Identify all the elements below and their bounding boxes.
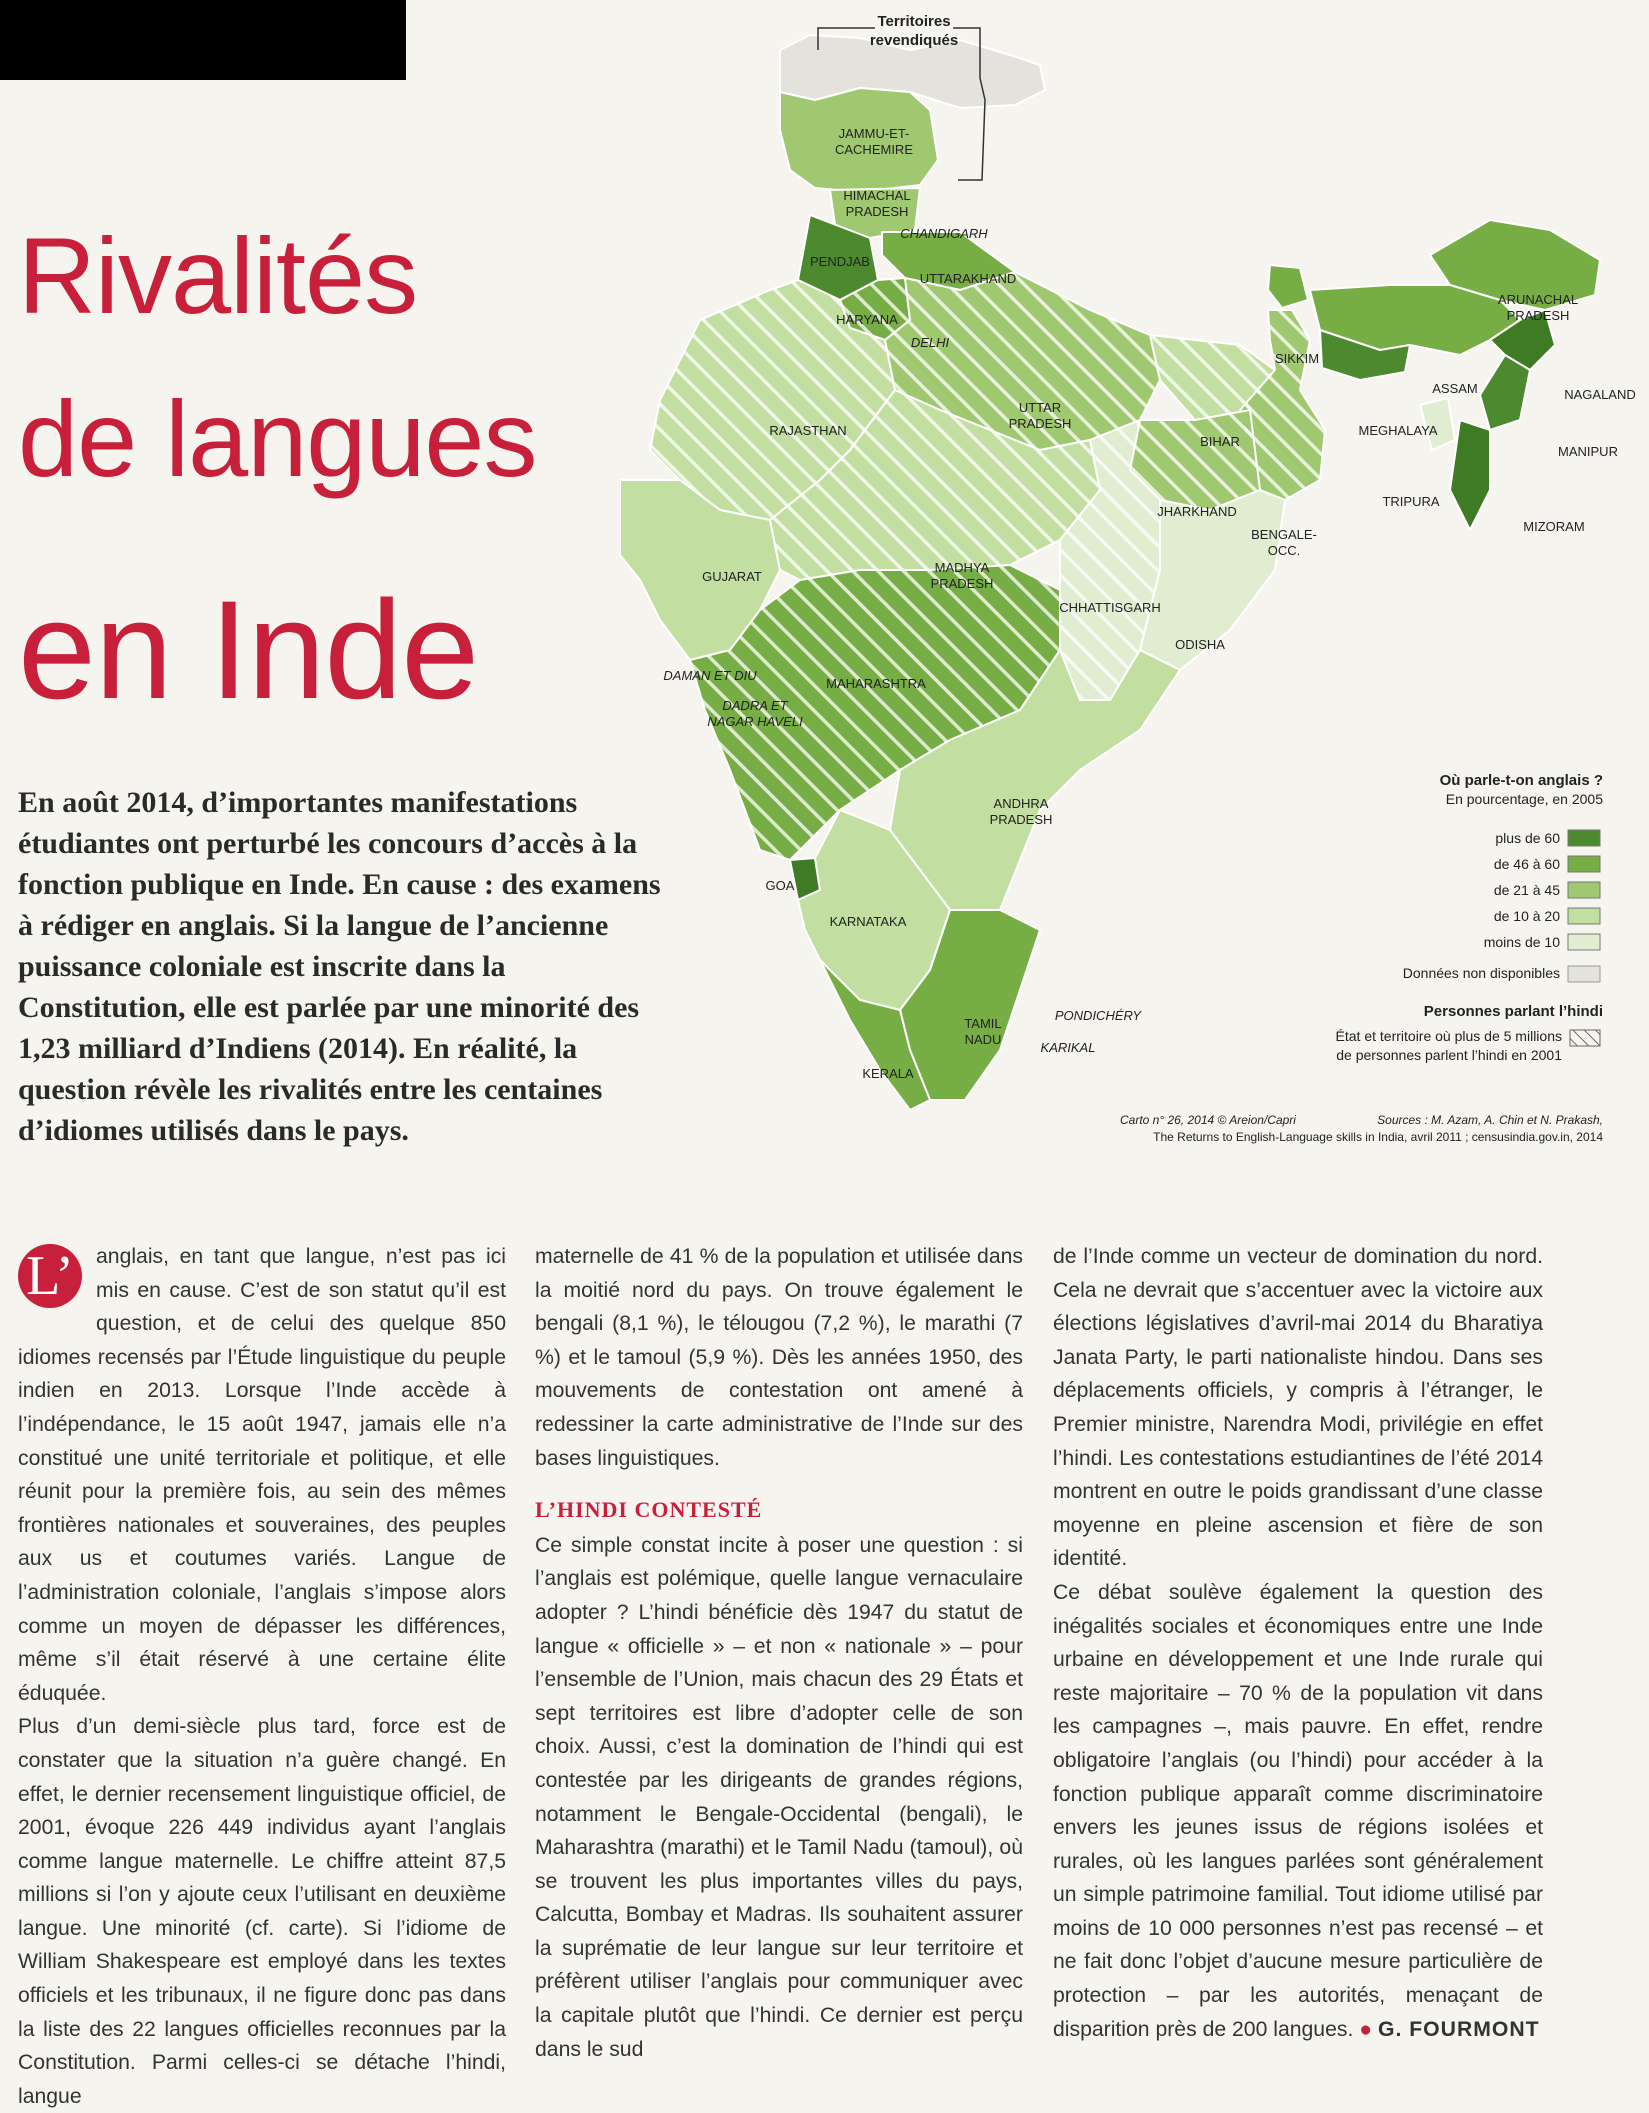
label-maharashtra: MAHARASHTRA: [826, 676, 926, 691]
label-arunachal-1: ARUNACHAL: [1497, 292, 1579, 307]
col1-paragraph-1: anglais, en tant que langue, n’est pas ici mis en cause. C’est de son statut qu’il est question, et de celui des quelque 850 idiomes recensés par l’Étude linguistique du peuple indien en 2013. Lorsque l’Inde accède à l’indépendance, le 15 août 1947, jamais elle n’a constitué une unité territoriale et politique, et elle réunit pour la première fois, au sein des mêmes frontières nationales et souveraines, des peuples aux us et coutumes variés. Langue de l’administration coloniale, l’anglais s’impose alors comme un moyen de dépasser les différences, même s’il était réservé à une certaine élite éduquée.: [18, 1245, 506, 1705]
label-chandigarh: CHANDIGARH: [900, 226, 988, 241]
label-gujarat: GUJARAT: [702, 569, 762, 584]
label-tamil-1: TAMIL: [964, 1016, 1002, 1031]
label-jammu-1: JAMMU-ET-: [838, 126, 910, 141]
label-uttarakhand: UTTARAKHAND: [919, 271, 1017, 286]
label-mizoram: MIZORAM: [1523, 519, 1585, 534]
legend-na-swatch: [1568, 966, 1600, 982]
label-uttar-1: UTTAR: [1018, 400, 1062, 415]
legend-item-swatch: [1568, 830, 1600, 846]
label-haryana: HARYANA: [836, 312, 898, 327]
lead-paragraph: En août 2014, d’importantes manifestations étudiantes ont perturbé les concours d’accès à la fonction publique en Inde. En cause : des examens à rédiger en anglais. Si la langue de l’ancienne puissance coloniale est inscrite dans la Constitution, elle est parlée par une minorité des 1,23 milliard d’Indiens (2014). En réalité, la question révèle les rivalités entre les centaines d’idiomes utilisés dans le pays.: [18, 786, 661, 1147]
region-manipur: [1480, 355, 1530, 430]
label-uttar-2: PRADESH: [1008, 416, 1072, 431]
label-bengale-2: OCC.: [1267, 543, 1301, 558]
legend-item-swatch: [1568, 882, 1600, 898]
label-arunachal-2: PRADESH: [1506, 308, 1570, 323]
legend-na-label: Données non disponibles: [1402, 965, 1560, 981]
label-manipur: MANIPUR: [1558, 444, 1618, 459]
legend-item-label: de 46 à 60: [1493, 856, 1560, 872]
label-karnataka: KARNATAKA: [829, 914, 907, 929]
col1-paragraph-2: Plus d’un demi-siècle plus tard, force est de constater que la situation n’a guère changé. En effet, le dernier recensement linguistique officiel, de 2001, évoque 226 449 individus ayant l’anglais comme langue maternelle. Le chiffre atteint 87,5 millions si l’on y ajoute ceux l’utilisant en deuxième langue. Une minorité (cf. carte). Si l’idiome de William Shakespeare est employé dans les textes officiels et les tribunaux, il ne figure donc pas dans la liste des 22 langues officielles reconnues par la Constitution. Parmi celles-ci se détache l’hindi, langue: [18, 1715, 506, 2108]
label-pendjab: PENDJAB: [810, 254, 870, 269]
label-bihar: BIHAR: [1200, 434, 1240, 449]
label-delhi: DELHI: [910, 335, 950, 350]
label-andhra-2: PRADESH: [989, 812, 1053, 827]
legend-item-swatch: [1568, 856, 1600, 872]
label-odisha: ODISHA: [1175, 637, 1225, 652]
claimed-label-1: Territoires: [877, 13, 951, 30]
label-jammu-2: CACHEMIRE: [834, 142, 914, 157]
legend-item-label: moins de 10: [1483, 934, 1560, 950]
dropcap: L’: [18, 1244, 82, 1308]
legend-item-label: de 10 à 20: [1493, 908, 1560, 924]
india-map: [620, 10, 1649, 1160]
label-madhya-1: MADHYA: [934, 560, 990, 575]
title-line-1: Rivalités: [18, 215, 418, 336]
claimed-label-2: revendiqués: [869, 32, 959, 49]
map-sources-2: The Returns to English-Language skills in India, avril 2011 ; censusindia.gov.in, 2014: [1153, 1130, 1603, 1144]
title-line-2: de langues: [18, 378, 537, 499]
legend-item-label: de 21 à 45: [1493, 882, 1560, 898]
label-jharkhand: JHARKHAND: [1157, 504, 1237, 519]
region-sikkim: [1268, 265, 1308, 308]
col2-paragraph-1: maternelle de 41 % de la population et utilisée dans la moitié nord du pays. On trouve également le bengali (8,1 %), le télougou (7,2 %), le marathi (7 %) et le tamoul (5,9 %). Dès les années 1950, des mouvements de contestation ont amené à redessiner la carte administrative de l’Inde sur des bases linguistiques.: [535, 1245, 1023, 1470]
label-himachal-1: HIMACHAL: [843, 188, 911, 203]
label-bengale-1: BENGALE-: [1251, 527, 1317, 542]
article-column-2: [535, 1240, 1023, 2066]
col2-paragraph-2: Ce simple constat incite à poser une question : si l’anglais est polémique, quelle langue vernaculaire adopter ? L’hindi bénéficie dès 1947 du statut de langue « officielle » – et non « nationale » – pour l’ensemble de l’Union, mais chacun des 29 États et sept territoires est libre d’adopter celle de son choix. Aussi, c’est la domination de l’hindi qui est contestée par les dirigeants de grandes régions, notamment le Bengale-Occidental (bengali), le Maharashtra (marathi) et le Tamil Nadu (tamoul), où se trouvent les plus importantes villes du pays, Calcutta, Bombay et Madras. Ils souhaitent assurer la suprématie de leur langue sur leur territoire et préfèrent utiliser l’anglais pour communiquer avec la capitale plutôt que l’hindi. Ce dernier est perçu dans le sud: [535, 1533, 1023, 2061]
label-sikkim: SIKKIM: [1274, 351, 1320, 366]
legend-item-swatch: [1568, 934, 1600, 950]
author-signature: G. FOURMONT: [1377, 2017, 1540, 2041]
end-dot-icon: ●: [1359, 2017, 1373, 2041]
legend-hindi-swatch: [1570, 1030, 1600, 1046]
label-daman: DAMAN ET DIU: [663, 668, 757, 683]
label-dadra-1: DADRA ET: [722, 698, 788, 713]
redaction-box: [0, 0, 406, 80]
label-tripura: TRIPURA: [1382, 494, 1440, 509]
label-goa: GOA: [765, 878, 795, 893]
legend-title: Où parle-t-on anglais ?: [1439, 772, 1603, 789]
subhead-hindi: L’HINDI CONTESTÉ: [535, 1497, 763, 1523]
label-rajasthan: RAJASTHAN: [769, 423, 847, 438]
map-legend: [1120, 772, 1603, 1144]
article-column-3: [1053, 1240, 1543, 2046]
map-sources-1: Sources : M. Azam, A. Chin et N. Prakash,: [1377, 1113, 1603, 1127]
legend-item-label: plus de 60: [1495, 830, 1560, 846]
label-pondichery: PONDICHÉRY: [1054, 1008, 1142, 1023]
label-karikal: KARIKAL: [1040, 1040, 1096, 1055]
region-mizoram: [1450, 420, 1490, 530]
title-line-3: en Inde: [18, 571, 479, 728]
label-assam: ASSAM: [1432, 381, 1478, 396]
legend-item-swatch: [1568, 908, 1600, 924]
map-credit: Carto n° 26, 2014 © Areion/Capri: [1120, 1113, 1296, 1127]
label-kerala: KERALA: [862, 1066, 914, 1081]
label-madhya-2: PRADESH: [930, 576, 994, 591]
legend-hindi-title: Personnes parlant l’hindi: [1423, 1003, 1603, 1020]
col3-paragraph-1: de l’Inde comme un vecteur de domination du nord. Cela ne devrait que s’accentuer avec la victoire aux élections législatives d’avril-mai 2014 du Bharatiya Janata Party, le parti nationaliste hindou. Dans ses déplacements officiels, y compris à l’étranger, le Premier ministre, Narendra Modi, privilégie en effet l’hindi. Les contestations estudiantines de l’été 2014 montrent en outre le poids grandissant d’une classe moyenne en pleine ascension et fière de son identité.: [1053, 1245, 1543, 1571]
label-chhattisgarh: CHHATTISGARH: [1059, 600, 1161, 615]
label-tamil-2: NADU: [964, 1032, 1002, 1047]
label-meghalaya: MEGHALAYA: [1358, 423, 1438, 438]
label-andhra-1: ANDHRA: [993, 796, 1049, 811]
legend-subtitle: En pourcentage, en 2005: [1445, 791, 1603, 807]
legend-hindi-line1: État et territoire où plus de 5 millions: [1335, 1028, 1562, 1044]
label-himachal-2: PRADESH: [845, 204, 909, 219]
label-nagaland: NAGALAND: [1564, 387, 1636, 402]
article-column-1: [18, 1240, 506, 2113]
col3-paragraph-2-text: Ce débat soulève également la question des inégalités sociales et économiques entre une Inde urbaine en développement et une Inde rurale qui reste majoritaire – 70 % de la population vit dans les campagnes –, mais pauvre. En effet, rendre obligatoire l’anglais (ou l’hindi) pour accéder à la fonction publique apparaît comme discriminatoire envers les jeunes issus de régions isolées et rurales, où les langues parlées sont généralement un simple patrimoine familial. Tout idiome utilisé par moins de 10 000 personnes n’est pas recensé – et ne fait donc l’objet d’aucune mesure particulière de protection – par les autorités, menaçant de disparition près de 200 langues.: [1053, 1580, 1543, 2041]
col3-paragraph-2: [1053, 1576, 1543, 2046]
label-dadra-2: NAGAR HAVELI: [707, 714, 803, 729]
legend-hindi-line2: de personnes parlent l’hindi en 2001: [1336, 1047, 1562, 1063]
